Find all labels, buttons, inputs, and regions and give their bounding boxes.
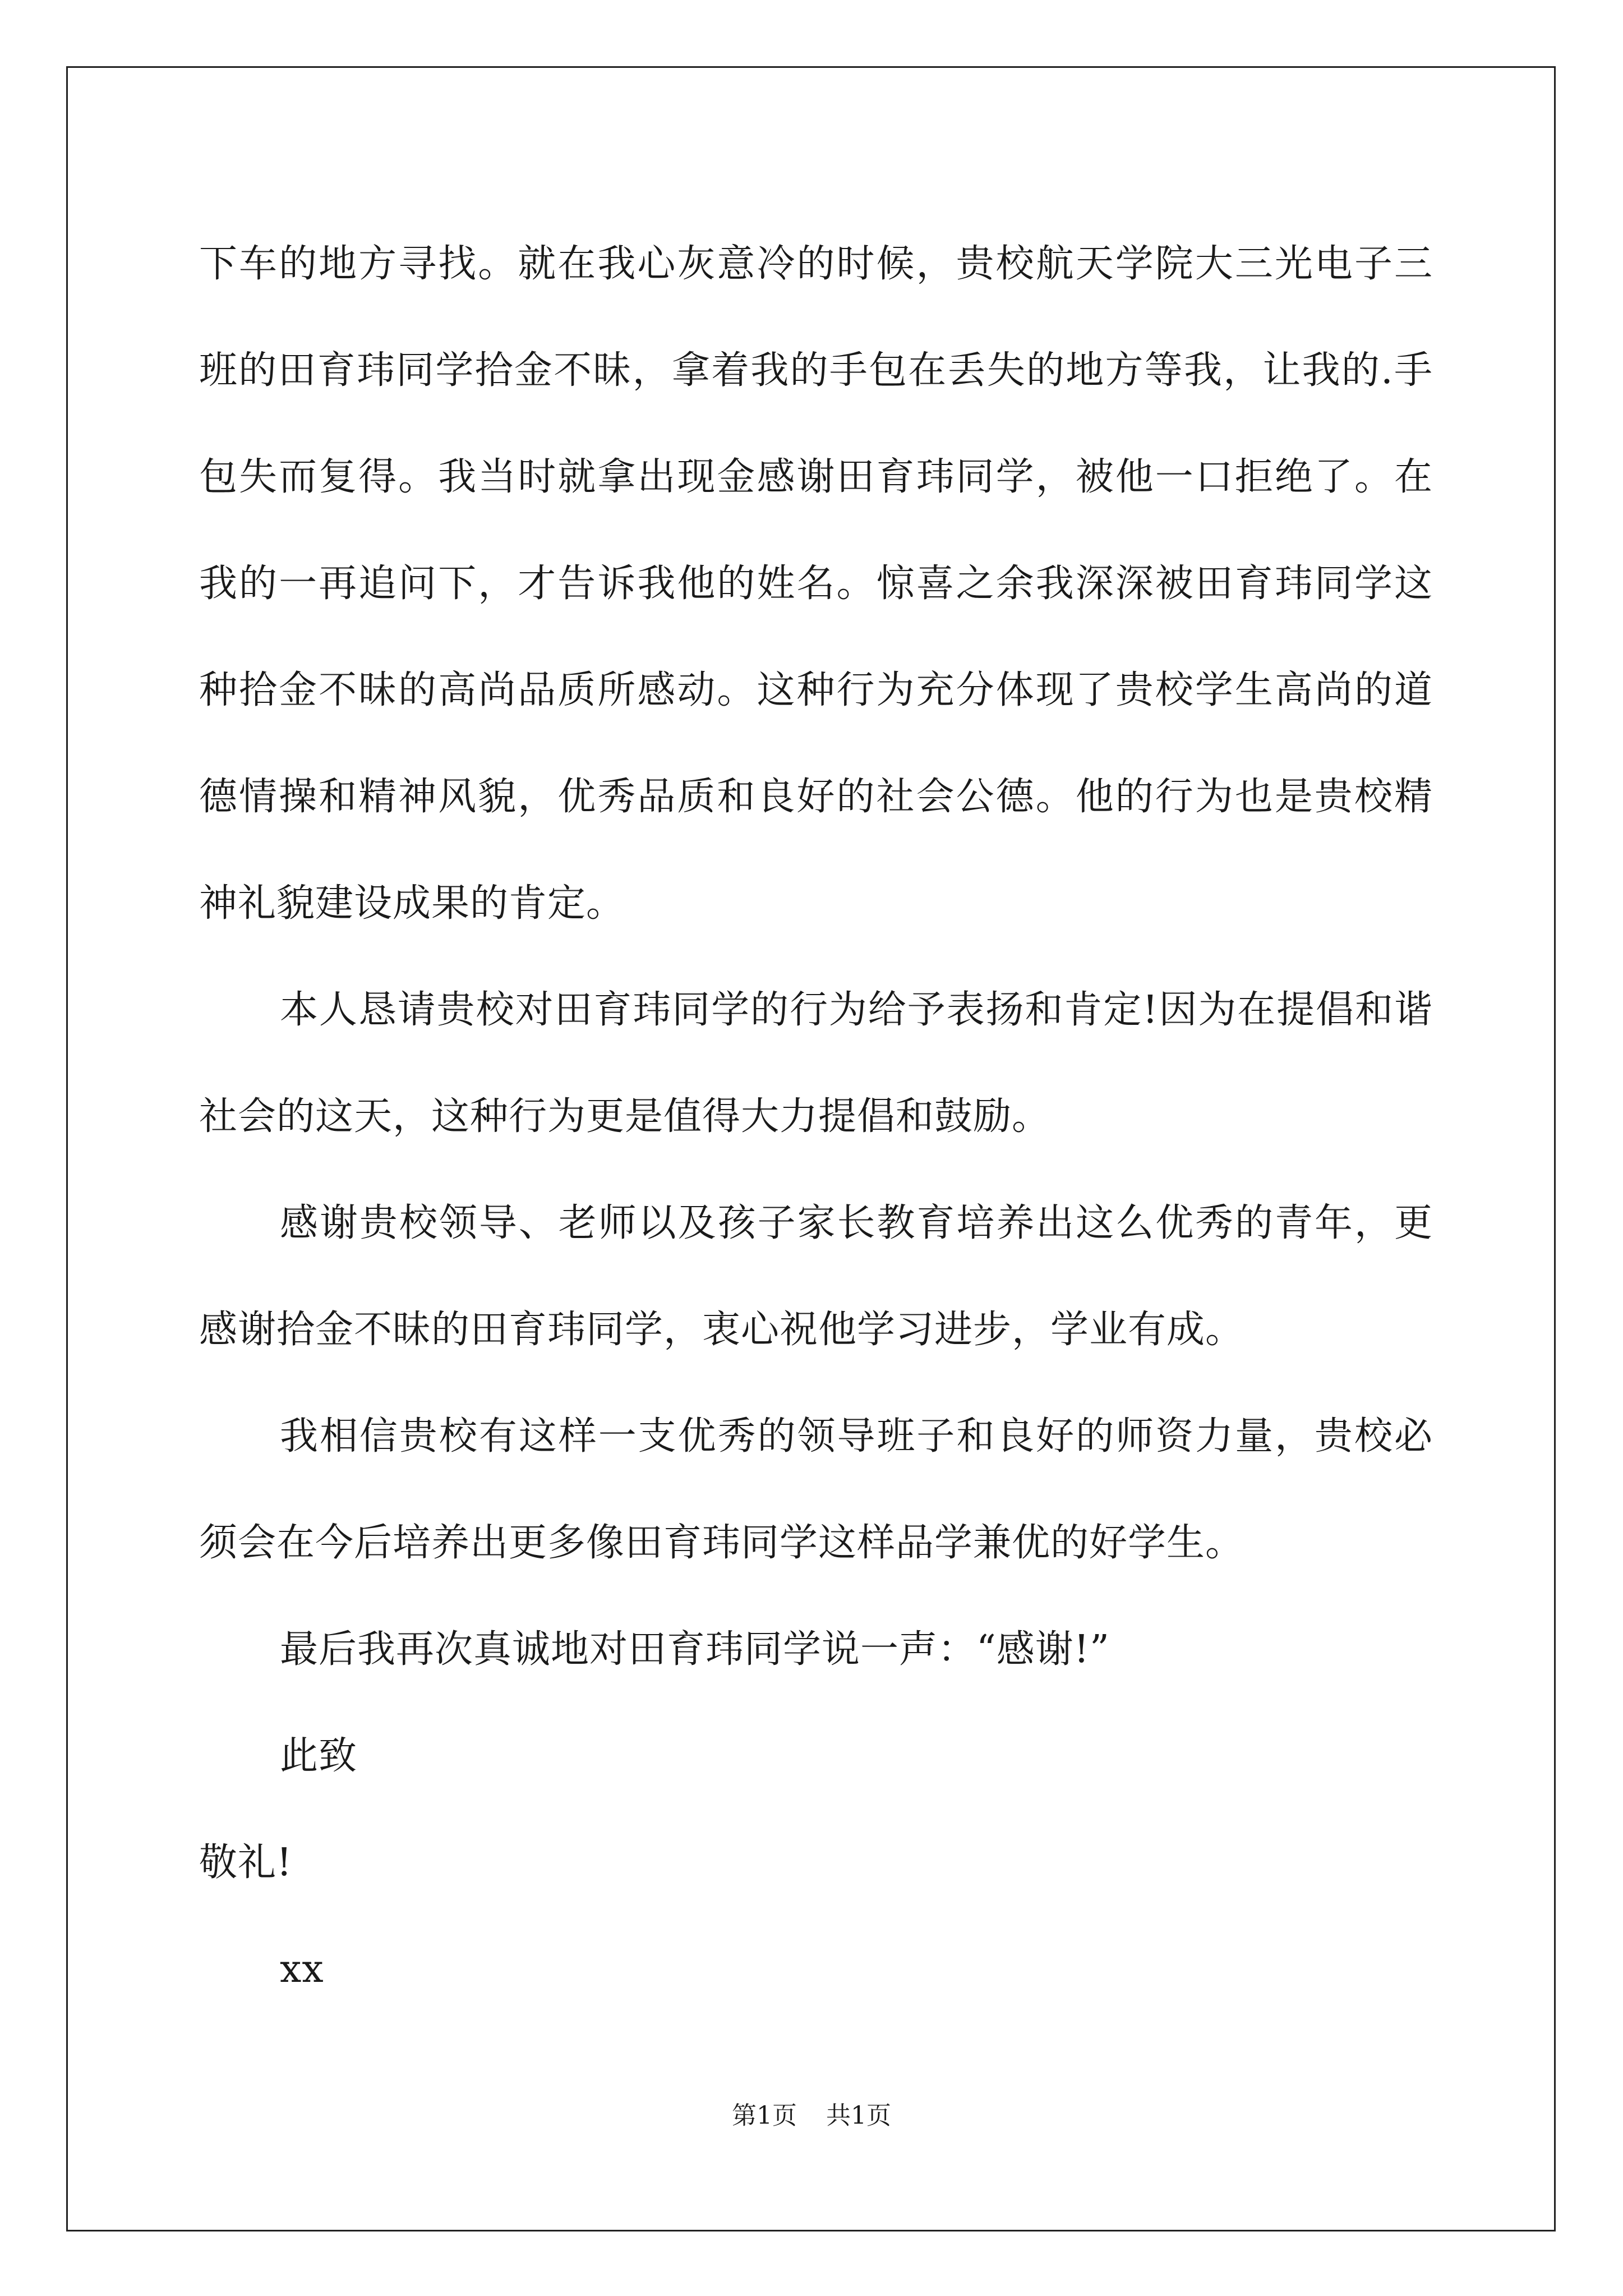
page-number: 第1页: [732, 2101, 797, 2130]
paragraph-4: 我相信贵校有这样一支优秀的领导班子和良好的师资力量，贵校必须会在今后培养出更多像田育玮同学这样品学兼优的好学生。: [199, 1414, 1433, 1565]
page-total: 共1页: [826, 2101, 891, 2130]
signature: xx: [280, 1947, 324, 1991]
page-footer: [0, 2095, 1623, 2131]
salute-text: 敬礼!: [199, 1841, 293, 1885]
paragraph-5: 最后我再次真诚地对田育玮同学说一声：“感谢!”: [280, 1627, 1110, 1672]
paragraph-2: 本人恳请贵校对田育玮同学的行为给予表扬和肯定!因为在提倡和谐社会的这天，这种行为更是值得大力提倡和鼓励。: [199, 988, 1433, 1139]
letter-body: [199, 211, 1433, 2023]
paragraph-1: 下车的地方寻找。就在我心灰意冷的时候，贵校航天学院大三光电子三班的田育玮同学拾金不昧，拿着我的手包在丢失的地方等我，让我的.手包失而复得。我当时就拿出现金感谢田育玮同学，被他一口拒绝了。在我的一再追问下，才告诉我他的姓名。惊喜之余我深深被田育玮同学这种拾金不昧的高尚品质所感动。这种行为充分体现了贵校学生高尚的道德情操和精神风貌，优秀品质和良好的社会公德。他的行为也是贵校精神礼貌建设成果的肯定。: [199, 242, 1433, 926]
closing-text: 此致: [280, 1734, 358, 1778]
paragraph-3: 感谢贵校领导、老师以及孩子家长教育培养出这么优秀的青年，更感谢拾金不昧的田育玮同学，衷心祝他学习进步，学业有成。: [199, 1201, 1433, 1352]
